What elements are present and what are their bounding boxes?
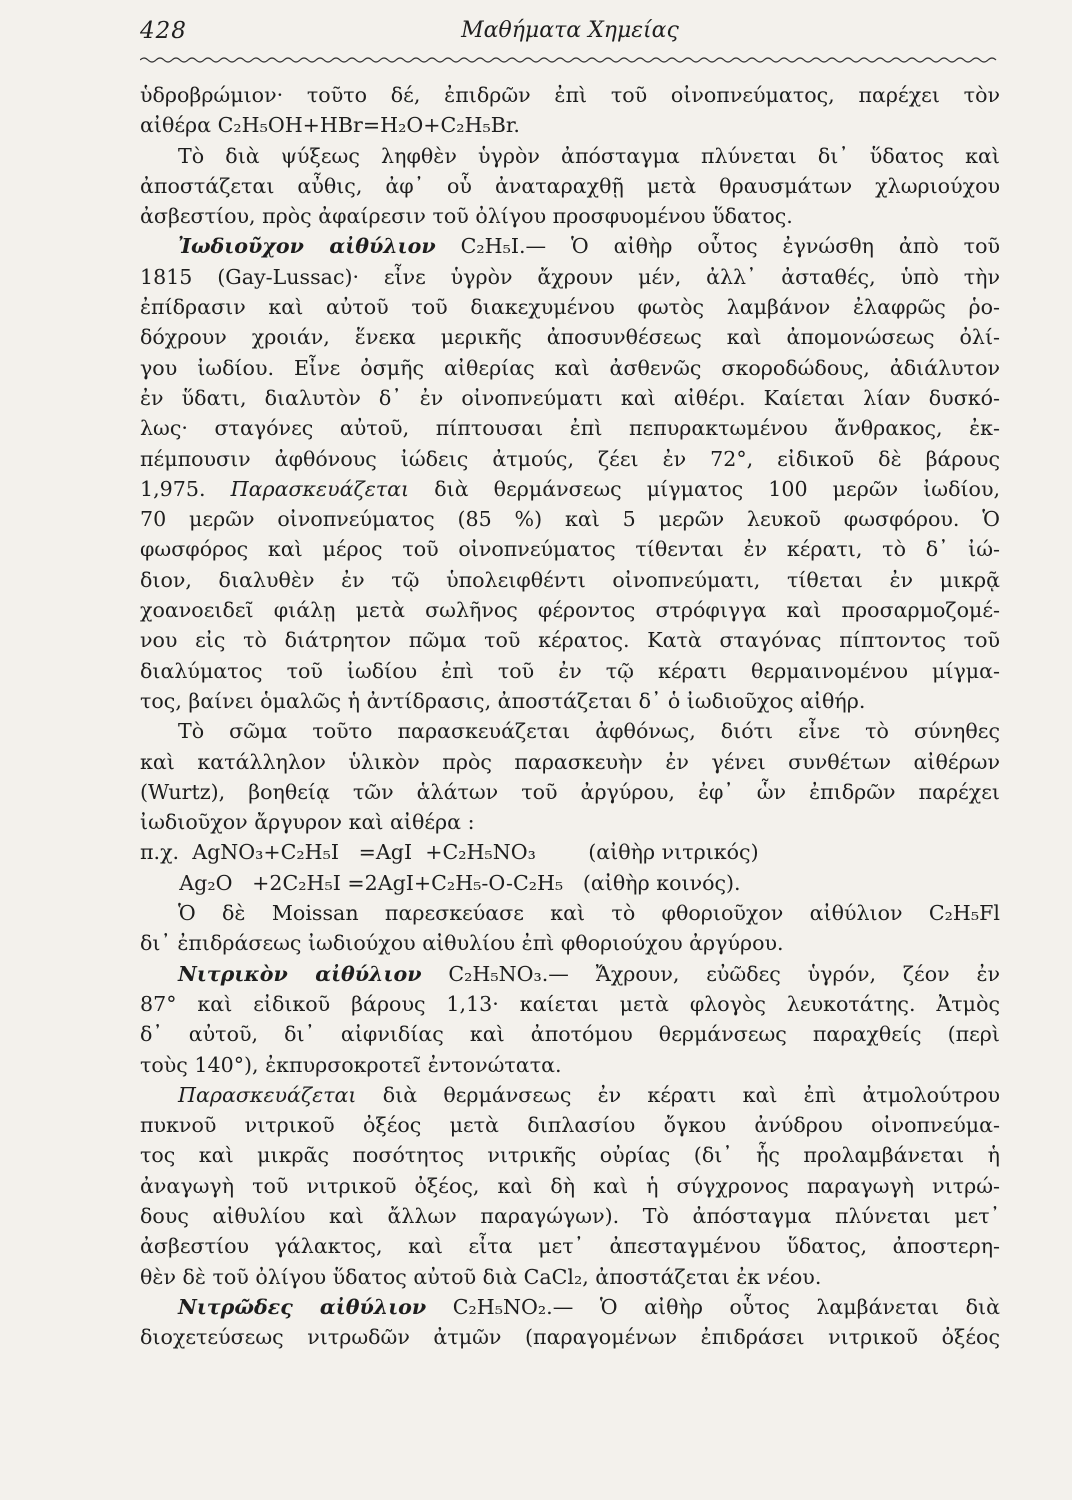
text-line: χοανοειδεῖ φιάλῃ μετὰ σωλῆνος φέροντος στρόφιγγα καὶ προσαρμοζομέ- <box>140 598 1000 623</box>
section-line <box>140 959 1000 989</box>
text-line: λως· σταγόνες αὐτοῦ, πίπτουσαι ἐπὶ πεπυρακτωμένου ἄνθρακος, ἐκ- <box>140 416 1000 441</box>
value-text: 1,975. <box>140 476 206 501</box>
text-line: φωσφόρος καὶ μέρος τοῦ οἰνοπνεύματος τίθενται ἐν κέρατι, τὸ δ᾿ ἰώ- <box>140 537 1000 562</box>
section-text: διὰ θερμάνσεως μίγματος 100 μερῶν ἰωδίου, <box>434 476 1000 501</box>
text-line: Ὁ δὲ Moissan παρεσκεύασε καὶ τὸ φθοριοῦχον αἰθύλιον C₂H₅Fl <box>178 901 1000 926</box>
section-line <box>140 1080 1000 1110</box>
text-line: (Wurtz), βοηθείᾳ τῶν ἁλάτων τοῦ ἀργύρου, ἐφ᾿ ὧν ἐπιδρῶν παρέχει <box>140 779 1000 804</box>
text-line: ἀσβεστίου γάλακτος, καὶ εἶτα μετ᾿ ἀπεσταγμένου ὕδατος, ἀποστερη- <box>140 1234 1000 1259</box>
text-line: τος καὶ μικρᾶς ποσότητος νιτρικῆς οὐρίας (δι᾿ ἧς προλαμβάνεται ἡ <box>140 1143 1000 1168</box>
section-text: διὰ θερμάνσεως ἐν κέρατι καὶ ἐπὶ ἀτμολούτρου <box>382 1082 1000 1107</box>
text-line: τοὺς 140°), ἐκπυρσοκροτεῖ ἐντονώτατα. <box>140 1052 562 1077</box>
section-line <box>140 231 1000 261</box>
text-line: πέμπουσιν ἀφθόνους ἰώδεις ἀτμούς, ζέει ἐν 72°, εἰδικοῦ δὲ βάρους <box>140 446 1000 471</box>
section-heading: Ἰωδιοῦχον αἰθύλιον <box>178 234 436 259</box>
running-title: Μαθήματα Χημείας <box>461 18 679 43</box>
text-line: νου εἰς τὸ διάτρητον πῶμα τοῦ κέρατος. Κατὰ σταγόνας πίπτοντος τοῦ <box>140 628 1000 653</box>
text-line: δόχρουν χροιάν, ἕνεκα μερικῆς ἀποσυνθέσεως καὶ ἀπομονώσεως ὀλί- <box>140 325 1000 350</box>
text-line: ὑδροβρώμιον· τοῦτο δέ, ἐπιδρῶν ἐπὶ τοῦ οἰνοπνεύματος, παρέχει τὸν <box>140 83 1000 107</box>
text-line: γου ἰωδίου. Εἶνε ὀσμῆς αἰθερίας καὶ ἀσθενῶς σκοροδώδους, ἀδιάλυτον <box>140 355 1000 380</box>
text-line: 87° καὶ εἰδικοῦ βάρους 1,13· καίεται μετὰ φλογὸς λευκοτάτης. Ἀτμὸς <box>140 991 1000 1016</box>
text-line: δι᾿ ἐπιδράσεως ἰωδιούχου αἰθυλίου ἐπὶ φθοριούχου ἀργύρου. <box>140 931 784 956</box>
section-heading: Νιτρικὸν αἰθύλιον <box>178 961 422 986</box>
section-line <box>140 1292 1000 1322</box>
text-line: ἀσβεστίου, πρὸς ἀφαίρεσιν τοῦ ὀλίγου προσφυομένου ὕδατος. <box>140 204 793 229</box>
body-text <box>140 80 1000 1352</box>
text-line: θὲν δὲ τοῦ ὀλίγου ὕδατος αὐτοῦ διὰ CaCl₂, ἀποστάζεται ἐκ νέου. <box>140 1264 822 1289</box>
section-text: C₂H₅I.— Ὁ αἰθὴρ οὗτος ἐγνώσθη ἀπὸ τοῦ <box>460 234 1000 259</box>
text-line: ἀποστάζεται αὖθις, ἀφ᾿ οὗ ἀναταραχθῇ μετὰ θραυσμάτων χλωριούχου <box>140 173 1000 198</box>
italic-term: Παρασκευάζεται <box>230 476 410 501</box>
text-line: διον, διαλυθὲν ἐν τῷ ὑπολειφθέντι οἰνοπνεύματι, τίθεται ἐν μικρᾷ <box>140 567 1000 592</box>
text-line: ἀναγωγὴ τοῦ νιτρικοῦ ὀξέος, καὶ δὴ καὶ ἡ σύγχρονος παραγωγὴ νιτρώ- <box>140 1173 1000 1198</box>
section-heading: Νιτρῶδες αἰθύλιον <box>178 1294 427 1319</box>
header-rule <box>140 56 1000 64</box>
text-line: 1815 (Gay-Lussac)· εἶνε ὑγρὸν ἄχρουν μέν, ἀλλ᾿ ἀσταθές, ὑπὸ τὴν <box>140 264 1000 289</box>
text-line: δ᾿ αὐτοῦ, δι᾿ αἰφνιδίας καὶ ἀποτόμου θερμάνσεως παραχθείς (περὶ <box>140 1022 1000 1047</box>
text-line: αἰθέρα C₂H₅OH+HBr=H₂O+C₂H₅Br. <box>140 113 520 138</box>
text-line: πυκνοῦ νιτρικοῦ ὀξέος μετὰ διπλασίου ὄγκου ἀνύδρου οἰνοπνεύμα- <box>140 1113 1000 1138</box>
text-line: δους αἰθυλίου καὶ ἄλλων παραγώγων). Τὸ ἀπόσταγμα πλύνεται μετ᾿ <box>140 1203 1000 1228</box>
text-line: ἐπίδρασιν καὶ αὐτοῦ τοῦ διακεχυμένου φωτὸς λαμβάνον ἐλαφρῶς ῥο- <box>140 295 1000 320</box>
section-text: C₂H₅NO₂.— Ὁ αἰθὴρ οὗτος λαμβάνεται διὰ <box>452 1294 1000 1319</box>
text-line: τος, βαίνει ὁμαλῶς ἡ ἀντίδρασις, ἀποστάζεται δ᾿ ὁ ἰωδιοῦχος αἰθήρ. <box>140 688 866 713</box>
text-line: διοχετεύσεως νιτρωδῶν ἀτμῶν (παραγομένων ἐπιδράσει νιτρικοῦ ὀξέος <box>140 1325 1000 1350</box>
text-line: ἐν ὕδατι, διαλυτὸν δ᾿ ἐν οἰνοπνεύματι καὶ αἰθέρι. Καίεται λίαν δυσκό- <box>140 385 1000 410</box>
section-line <box>140 474 1000 504</box>
text-line: καὶ κατάλληλον ὑλικὸν πρὸς παρασκευὴν ἐν γένει συνθέτων αἰθέρων <box>140 749 1000 774</box>
text-line: ἰωδιοῦχον ἄργυρον καὶ αἰθέρα : <box>140 810 475 835</box>
text-line: διαλύματος τοῦ ἰωδίου ἐπὶ τοῦ ἐν τῷ κέρατι θερμαινομένου μίγμα- <box>140 658 1000 683</box>
section-text: C₂H₅NO₃.— Ἄχρουν, εὐῶδες ὑγρόν, ζέον ἐν <box>448 961 1000 986</box>
italic-term: Παρασκευάζεται <box>178 1082 357 1107</box>
text-line: Τὸ σῶμα τοῦτο παρασκευάζεται ἀφθόνως, διότι εἶνε τὸ σύνηθες <box>178 719 1000 744</box>
text-line: Τὸ διὰ ψύξεως ληφθὲν ὑγρὸν ἀπόσταγμα πλύνεται δι᾿ ὕδατος καὶ <box>178 143 1000 168</box>
page-header <box>140 18 1000 52</box>
equation-line: π.χ. AgNO₃+C₂H₅I =AgI +C₂H₅NO₃ (αἰθὴρ νιτρικός) <box>140 840 759 865</box>
equation-line: Ag₂O +2C₂H₅I =2AgI+C₂H₅-O-C₂H₅ (αἰθὴρ κοινός). <box>140 870 741 895</box>
page-number: 428 <box>140 18 187 44</box>
text-line: 70 μερῶν οἰνοπνεύματος (85 %) καὶ 5 μερῶν λευκοῦ φωσφόρου. Ὁ <box>140 507 1000 532</box>
